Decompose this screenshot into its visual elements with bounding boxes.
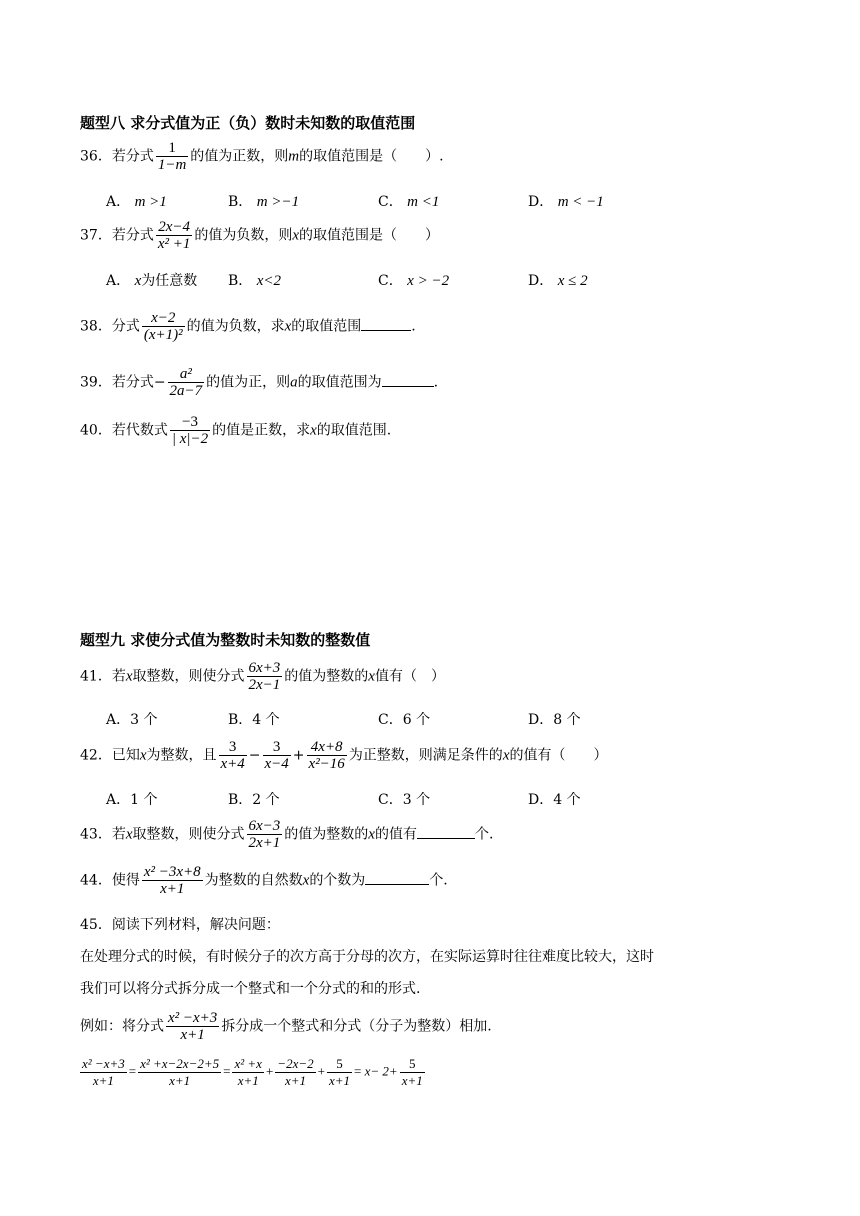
q45-eq-fraction-6 [400, 1056, 425, 1089]
q43-prefix: 43．若 [80, 826, 126, 843]
q41-mid: 取整数，则使分式 [132, 668, 245, 685]
q45-eq-f6-num: 5 [408, 1056, 416, 1071]
q40-var: x [310, 422, 317, 439]
q36-prefix: 36．若分式 [80, 148, 154, 165]
q42-var: x [139, 747, 147, 764]
q42-choice-b[interactable]: B．2 个 [228, 792, 280, 808]
q36-choice-c-text: m <1 [407, 194, 440, 210]
q37-choice-c-label: C． [378, 273, 403, 289]
question-37 [80, 219, 439, 252]
q40-frac-den: | x|−2 [171, 431, 209, 447]
q38-prefix: 38．分式 [80, 318, 140, 335]
q45-eq-equals-3: = [354, 1063, 362, 1079]
q42-op2: + [292, 747, 305, 764]
question-42 [80, 739, 607, 772]
q45-eq-equals-2: = [223, 1063, 231, 1079]
q37-choice-b-text: x<2 [256, 273, 282, 289]
q37-frac-num: 2x−4 [158, 219, 190, 235]
q44-suffix: 为整数的自然数 [204, 872, 303, 889]
question-39 [80, 366, 438, 399]
q45-ex-num: x² −x+3 [168, 1010, 218, 1026]
q43-answer-blank[interactable] [417, 824, 475, 839]
q40-suffix: 的值是正数，求 [212, 422, 311, 439]
q39-var: a [290, 374, 298, 391]
q41-choice-d[interactable]: D．8 个 [528, 712, 581, 728]
q36-frac-den: 1−m [157, 157, 187, 173]
q39-prefix: 39．若分式− [80, 374, 166, 391]
q42-fraction-2 [263, 739, 291, 772]
q37-choice-a[interactable] [106, 270, 197, 290]
q45-eq-equals-1: = [128, 1063, 137, 1079]
q45-eq-fraction-1 [80, 1056, 127, 1089]
q44-answer-blank[interactable] [365, 870, 429, 885]
section-9-title: 题型九 求使分式值为整数时未知数的整数值 [80, 631, 371, 649]
q37-choice-d-label: D． [528, 273, 554, 289]
q39-frac-den: 2a−7 [169, 383, 203, 399]
q41-frac-num: 6x+3 [248, 660, 281, 676]
q43-frac-den: 2x+1 [248, 835, 281, 851]
q45-paragraph-2: 我们可以将分式拆分成一个整式和一个分式的和的形式. [80, 981, 421, 997]
question-38 [80, 310, 416, 343]
q42-f1-den: x+4 [220, 756, 245, 772]
q45-eq-fraction-5 [327, 1056, 352, 1089]
q45-paragraph-1: 在处理分式的时候，有时候分子的次方高于分母的次方，在实际运算时往往难度比较大，这时 [80, 949, 654, 965]
q45-ex-den: x+1 [166, 1026, 219, 1043]
q45-eq-f3-den: x+1 [232, 1072, 263, 1089]
q42-f3-num: 4x+8 [310, 739, 343, 755]
q41-choice-b[interactable]: B．4 个 [228, 712, 280, 728]
q38-var: x [284, 318, 292, 335]
q37-choice-c[interactable] [378, 270, 449, 290]
q36-choice-c-label: C． [378, 194, 403, 210]
q45-eq-f1-num: x² −x+3 [82, 1056, 125, 1071]
q41-prefix: 41．若 [80, 668, 126, 685]
q45-example-suffix: 拆分成一个整式和分式（分子为整数）相加. [221, 1018, 492, 1035]
q42-mid: 为整数，且 [146, 747, 217, 764]
q36-var: m [288, 148, 300, 165]
q36-frac-num: 1 [168, 140, 176, 156]
q43-frac-num: 6x−3 [248, 818, 281, 834]
q38-end: . [411, 318, 416, 335]
q44-suffix2: 的个数为 [309, 872, 366, 889]
q45-equation [78, 1056, 427, 1089]
q37-choice-a-var: x [134, 273, 142, 289]
q41-frac-den: 2x−1 [248, 677, 281, 693]
q45-eq-plus-2: + [317, 1063, 325, 1079]
q41-choice-a[interactable]: A．3 个 [106, 712, 158, 728]
q41-choice-c[interactable]: C．6 个 [378, 712, 431, 728]
q43-var-2: x [368, 826, 375, 843]
q36-choice-a-label: A． [106, 194, 131, 210]
q42-var-2: x [502, 747, 510, 764]
q38-answer-blank[interactable] [361, 316, 411, 331]
q44-fraction [142, 864, 203, 897]
q41-var-2: x [368, 668, 375, 685]
q40-suffix2: 的取值范围. [316, 422, 392, 439]
q41-suffix: 的值为整数的 [284, 668, 369, 685]
question-43 [80, 818, 493, 851]
q43-var: x [125, 826, 133, 843]
q45-eq-f3-num: x² +x [234, 1056, 262, 1071]
q36-choice-a-text: m >1 [134, 194, 167, 210]
section-8-title: 题型八 求分式值为正（负）数时未知数的取值范围 [80, 114, 416, 132]
q42-choice-d[interactable]: D．4 个 [528, 792, 581, 808]
q38-suffix2: 的取值范围 [291, 318, 362, 335]
q45-eq-fraction-3 [232, 1056, 263, 1089]
q39-end: . [433, 374, 439, 391]
q37-choice-c-text: x > −2 [407, 273, 450, 289]
q42-choice-c[interactable]: C．3 个 [378, 792, 431, 808]
q42-choice-a[interactable]: A．1 个 [106, 792, 158, 808]
q44-frac-den: x+1 [142, 880, 203, 897]
q42-f1-num: 3 [228, 739, 237, 755]
q37-choice-a-label: A． [106, 273, 131, 289]
q45-example-fraction [166, 1010, 219, 1043]
question-36 [80, 140, 444, 173]
q37-suffix2: 的取值范围是（ ） [299, 227, 440, 244]
q38-frac-num: x−2 [151, 310, 176, 326]
q39-suffix2: 的取值范围为 [297, 374, 382, 391]
q44-end: 个. [429, 872, 448, 889]
q40-prefix: 40．若代数式 [80, 422, 168, 439]
q36-choice-a[interactable] [106, 191, 167, 211]
q37-choice-d-text: x ≤ 2 [557, 273, 588, 289]
q45-intro: 45．阅读下列材料，解决问题： [80, 917, 280, 933]
q37-frac-den: x² +1 [157, 236, 191, 252]
q37-choice-b-label: B． [228, 273, 253, 289]
q38-frac-den: (x+1)² [143, 327, 183, 343]
question-44 [80, 864, 448, 897]
q42-prefix: 42．已知 [80, 747, 140, 764]
q45-eq-polynomial: x− 2+ [364, 1063, 398, 1079]
q42-f3-den: x²−16 [308, 756, 345, 772]
q36-fraction [156, 140, 188, 173]
q45-eq-fraction-4 [275, 1056, 315, 1089]
q43-suffix: 的值为整数的 [284, 826, 369, 843]
q43-fraction [247, 818, 283, 851]
q42-fraction-1 [219, 739, 247, 772]
q45-eq-plus-1: + [265, 1063, 274, 1079]
q42-op1: − [248, 747, 261, 764]
q39-suffix: 的值为正，则 [206, 374, 291, 391]
q39-frac-num: a² [179, 366, 192, 382]
q42-f2-num: 3 [272, 739, 281, 755]
q37-choice-d[interactable] [528, 270, 588, 290]
q43-end: 个. [474, 826, 494, 843]
q38-suffix: 的值为负数，求 [186, 318, 285, 335]
q43-suffix2: 的值有 [374, 826, 417, 843]
q36-choice-d[interactable] [528, 191, 604, 211]
q44-prefix: 44．使得 [80, 872, 140, 889]
q43-mid: 取整数，则使分式 [132, 826, 245, 843]
question-40 [80, 414, 391, 447]
question-41 [80, 660, 445, 693]
q38-fraction [142, 310, 185, 343]
q45-eq-f4-num: −2x−2 [277, 1056, 314, 1071]
q45-eq-fraction-2 [138, 1056, 221, 1089]
q36-choice-b-text: m >−1 [256, 194, 300, 210]
q37-fraction [156, 219, 193, 252]
q37-prefix: 37．若分式 [80, 227, 154, 244]
q40-frac-num: −3 [181, 414, 198, 430]
q45-eq-f6-den: x+1 [401, 1073, 423, 1088]
q36-choice-c[interactable] [378, 191, 439, 211]
q41-suffix2: 值有（ ） [374, 668, 445, 685]
q39-answer-blank[interactable] [382, 372, 434, 387]
q45-eq-f1-den: x+1 [80, 1072, 127, 1089]
q45-eq-f4-den: x+1 [275, 1072, 315, 1089]
q45-eq-f2-den: x+1 [138, 1072, 221, 1089]
q36-choice-d-label: D． [528, 194, 554, 210]
q45-eq-f5-den: x+1 [328, 1073, 351, 1088]
q45-example-prefix: 例如：将分式 [80, 1018, 164, 1035]
q37-suffix: 的值为负数，则 [194, 227, 293, 244]
q36-choice-d-text: m < −1 [557, 194, 604, 210]
q42-fraction-3 [307, 739, 347, 772]
q44-frac-num: x² −3x+8 [143, 864, 201, 880]
q37-choice-a-text: 为任意数 [141, 273, 198, 289]
q36-choice-b[interactable] [228, 191, 299, 211]
q42-suffix: 为正整数，则满足条件的 [348, 747, 503, 764]
q45-eq-f2-num: x² +x−2x−2+5 [140, 1056, 220, 1071]
q41-fraction [247, 660, 283, 693]
q45-example [80, 1010, 492, 1043]
q36-choice-b-label: B． [228, 194, 253, 210]
q39-fraction [168, 366, 205, 399]
q42-suffix2: 的值有（ ） [509, 747, 608, 764]
q37-choice-b[interactable] [228, 270, 281, 290]
q36-suffix2: 的取值范围是（ ）. [299, 148, 444, 165]
q42-f2-den: x−4 [264, 756, 289, 772]
q44-var: x [302, 872, 310, 889]
q45-eq-f5-num: 5 [336, 1056, 343, 1071]
q36-suffix: 的值为正数，则 [190, 148, 289, 165]
q40-fraction [170, 414, 210, 447]
q37-var: x [292, 227, 300, 244]
q41-var: x [125, 668, 133, 685]
